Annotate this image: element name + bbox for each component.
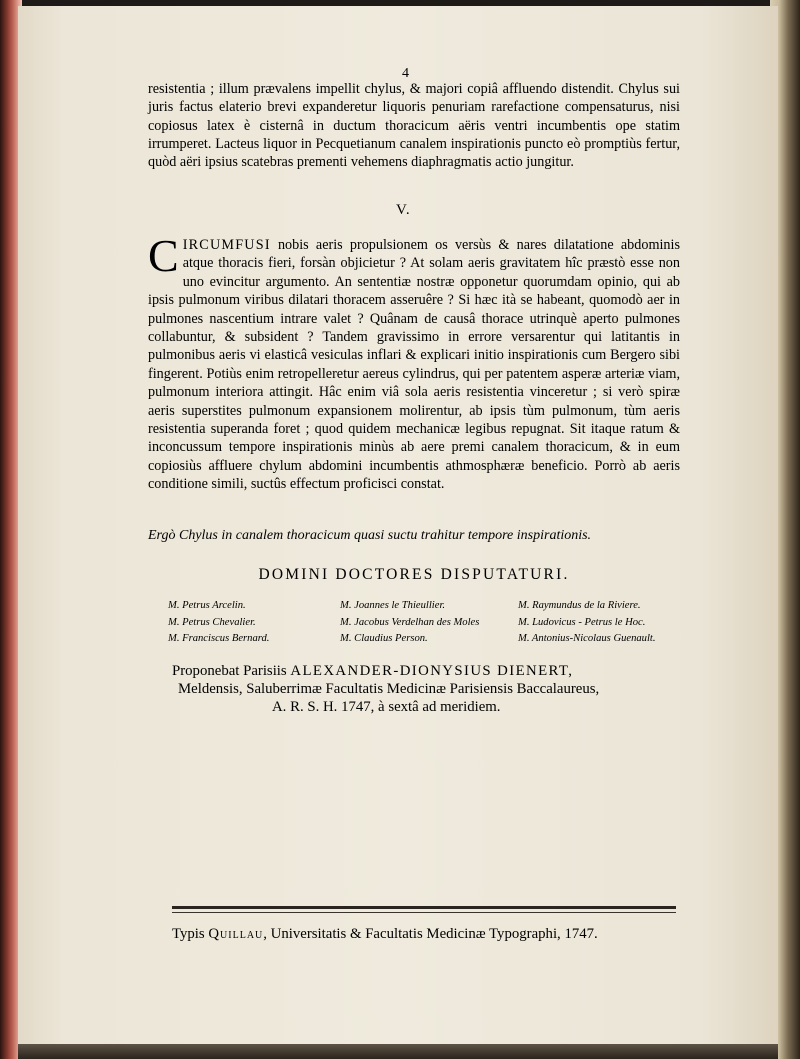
doctor-name: M. Petrus Chevalier. [168,616,256,628]
proponebat-line-2: Meldensis, Saluberrimæ Facultatis Medicinæ Parisiensis Baccalaureus, [178,681,600,697]
paragraph-section-v [148,230,680,494]
doctor-name: M. Ludovicus - Petrus le Hoc. [518,616,646,628]
doctor-name: M. Jacobus Verdelhan des Moles [340,616,480,628]
proponebat-line-3: A. R. S. H. 1747, à sextâ ad meridiem. [272,699,501,715]
proponebat-line-1 [172,662,682,680]
proponebat-prefix: Proponebat Parisiis [172,663,291,679]
doctor-name: M. Raymundus de la Riviere. [518,600,641,611]
page-number: 4 [402,66,409,81]
doctor-name: M. Petrus Arcelin. [168,600,246,611]
doctors-heading: DOMINI DOCTORES DISPUTATURI. [258,566,570,583]
divider-rule [172,906,676,909]
doctor-name: M. Antonius-Nicolaus Guenault. [518,633,656,644]
divider-rule-thin [172,912,676,913]
doctor-name: M. Claudius Person. [340,633,428,644]
proponebat-block [172,662,682,716]
paragraph-continuation: resistentia ; illum prævalens impellit chylus, & majori copiâ affluendo distendit. Chylus sui juris factus elaterio brevi expanderetur liquoris penuriam rarefactione compensaturus, nisi copiosus latex è cisternâ in ductum thoracicum aëris ventri incumbentis ope statim irrumperet. Lacteus liquor in Pecquetianum canalem inspirationis puncto eò promptiùs fertur, quòd aëri ipsius scatebras prementi vehemens diaphragmatis actio jungitur. [148,81,680,171]
printer-name: Quillau [208,926,264,942]
conclusion-thesis: Ergò Chylus in canalem thoracicum quasi suctu trahitur tempore inspirationis. [148,528,592,543]
doctor-name: M. Franciscus Bernard. [168,633,270,644]
section-number: V. [396,202,411,218]
doctors-list [168,598,688,647]
candidate-name: ALEXANDER-DIONYSIUS DIENERT, [290,663,574,679]
imprint-prefix: Typis [172,926,209,942]
imprint-suffix: , Universitatis & Facultatis Medicinæ Typographi, 1747. [263,926,598,942]
paragraph-body: nobis aeris propulsionem os versùs & nares dilatatione abdominis atque thoracis fieri, forsàn objicietur ? At solam aeris gravitatem hîc præstò esse non uno evincitur argumento. An sententiæ nostræ opponetur quorumdam opinio, qui ab ipsis pulmonum viribus dilatari thoracem asseruêre ? Si hæc ità se habeant, quomodò aer in pulmones nascentium intrare valet ? Quânam de causâ thorace utrinquè aperto pulmones collabuntur, & subsident ? Tandem gravissimo in errore versarentur qui latitantis in pulmonibus aeris vi elasticâ vesiculas inflari & explicari initio inspirationis cum Bergero sibi fingerent. Potiùs enim retropelleretur aereus cylindrus, qui per patentem asperæ arteriæ viam, pulmonum interiora attingit. Hâc enim viâ sola aeris resistentia vinceretur ; si verò spiræ aeris superstites pulmonum expansionem molirentur, ab ipsis tùm pulmonum, tùm aeris resistentia superanda foret ; quod quidem mechanicæ legibus repugnat. Sit itaque ratum & inconcussum tempore inspirationis minùs ab aere premi canalem thoracicum, & in eum copiosiùs affluere chylum abdomini incumbentis athmosphæræ beneficio. Porrò ab aeris conditione simili, suctûs effectum proficisci constat. [148,237,680,493]
printer-imprint [172,926,682,943]
doctor-name: M. Joannes le Thieullier. [340,600,446,611]
lead-caps: IRCUMFUSI [182,237,271,253]
drop-cap: C [148,230,179,281]
